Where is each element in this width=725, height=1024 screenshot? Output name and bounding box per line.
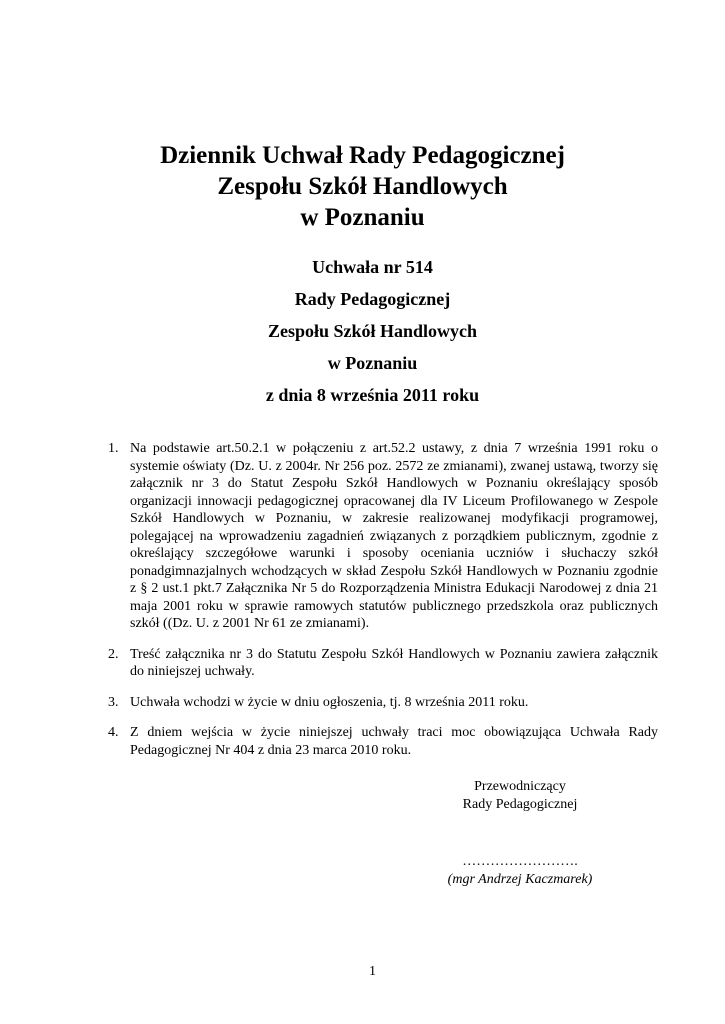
- list-item: [108, 724, 658, 759]
- page-number: 1: [369, 964, 376, 979]
- list-item: [108, 694, 658, 712]
- resolution-issuer: Rady Pedagogicznej: [294, 289, 451, 309]
- signature-role: Przewodniczący: [474, 779, 566, 794]
- list-item: [108, 646, 658, 681]
- title-line: w Poznaniu: [300, 204, 425, 231]
- signature-body: Rady Pedagogicznej: [462, 797, 578, 812]
- item-number: 2.: [108, 646, 119, 662]
- resolution-school: Zespołu Szkół Handlowych: [267, 321, 478, 341]
- item-number: 3.: [108, 694, 119, 710]
- signature-block: [420, 778, 620, 814]
- title-line: Dziennik Uchwał Rady Pedagogicznej: [160, 142, 565, 169]
- resolution-city: w Poznaniu: [327, 353, 418, 373]
- title-line: Zespołu Szkół Handlowych: [217, 173, 508, 200]
- item-text: Treść załącznika nr 3 do Statutu Zespołu Szkół Handlowych w Poznaniu zawiera załącznik do niniejszej uchwały.: [130, 646, 658, 679]
- item-number: 4.: [108, 725, 119, 740]
- item-text: Z dniem wejścia w życie niniejszej uchwały traci moc obowiązująca Uchwała Rady Pedagogicznej Nr 404 z dnia 23 marca 2010 roku.: [130, 725, 658, 758]
- resolution-number: Uchwała nr 514: [312, 257, 433, 277]
- list-item: [108, 440, 658, 633]
- resolution-date: z dnia 8 września 2011 roku: [265, 385, 480, 405]
- item-text: Na podstawie art.50.2.1 w połączeniu z art.52.2 ustawy, z dnia 7 września 1991 roku o systemie oświaty (Dz. U. z 2004r. Nr 256 poz. 2572 ze zmianami), zwanej ustawą, tworzy się załącznik nr 3 do Statut Zespołu Szkół Handlowych w Poznaniu określający sposób organizacji innowacji pedagogicznej opracowanej dla IV Liceum Profilowanego w Zespole Szkół Handlowych w Poznaniu, w zakresie realizowanej modyfikacji programowej, polegającej na wprowadzeniu zagadnień związanych z porządkiem publicznym, zgodnie z określający szczegółowe warunki i sposoby oceniania uczniów i słuchaczy szkół ponadgimnazjalnych wchodzących w skład Zespołu Szkół Handlowych w Poznaniu zgodnie z § 2 ust.1 pkt.7 Załącznika Nr 5 do Rozporządzenia Ministra Edukacji Narodowej z dnia 21 maja 2001 roku w sprawie ramowych statutów publicznego przedszkola oraz publicznych szkół ((Dz. U. z 2001 Nr 61 ze zmianami).: [130, 441, 658, 631]
- signature-line: …………………….: [462, 854, 578, 869]
- resolution-items: [108, 440, 658, 772]
- resolution-header: [0, 251, 725, 411]
- item-text: Uchwała wchodzi w życie w dniu ogłoszenia, tj. 8 września 2011 roku.: [130, 694, 529, 710]
- item-number: 1.: [108, 441, 119, 456]
- document-title: [0, 140, 725, 233]
- signatory-name: (mgr Andrzej Kaczmarek): [447, 872, 593, 887]
